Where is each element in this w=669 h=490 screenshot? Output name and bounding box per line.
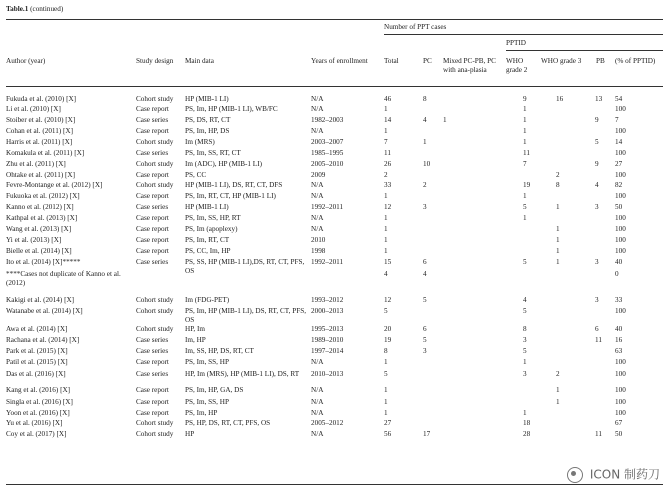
cell-author: Wang et al. (2013) [X]	[6, 225, 72, 233]
cell-pct: 54	[615, 95, 623, 103]
cell-total: 1	[384, 409, 388, 417]
cell-main: HP, Im	[185, 325, 205, 333]
cell-years: 1993–2012	[311, 296, 344, 304]
cell-who2: 1	[523, 138, 527, 146]
cell-author: Ito et al. (2014) [X]*****	[6, 258, 81, 266]
cell-pct: 7	[615, 116, 619, 124]
cell-design: Cohort study	[136, 138, 174, 146]
cell-author: Yoon et al. (2016) [X]	[6, 409, 70, 417]
cell-design: Case report	[136, 358, 169, 366]
cell-pct: 100	[615, 236, 626, 244]
cell-design: Case report	[136, 236, 169, 244]
caption-note: (continued)	[30, 5, 64, 13]
cell-years: 2009	[311, 171, 326, 179]
cell-pct: 33	[615, 296, 623, 304]
cell-main: HP, Im (MRS), HP (MIB-1 LI), DS, RT	[185, 370, 300, 378]
group-rule	[384, 34, 663, 35]
cell-pct: 100	[615, 192, 626, 200]
cell-author: ****Cases not duplicate of Kanno et al. (2012)	[6, 270, 121, 287]
cell-main: PS, Im, SS, HP	[185, 398, 229, 406]
table-row	[0, 370, 669, 379]
cell-years: N/A	[311, 214, 324, 222]
cell-pct: 82	[615, 181, 623, 189]
cell-who2: 4	[523, 296, 527, 304]
cell-pct: 100	[615, 307, 626, 315]
cell-pc: 5	[423, 336, 427, 344]
cell-who3: 1	[556, 258, 560, 266]
cell-who2: 9	[523, 95, 527, 103]
cell-pct: 100	[615, 386, 626, 394]
cell-design: Case series	[136, 336, 169, 344]
cell-pb: 11	[595, 430, 602, 438]
cell-design: Case report	[136, 225, 169, 233]
cell-total: 5	[384, 370, 388, 378]
cell-pc: 10	[423, 160, 431, 168]
cell-main: PS, Im, HP, GA, DS	[185, 386, 244, 394]
cell-main: Im, HP	[185, 336, 206, 344]
cell-author: Li et al. (2010) [X]	[6, 105, 61, 113]
table-row	[0, 149, 669, 158]
cell-pb: 9	[595, 160, 599, 168]
caption-label: Table.1	[6, 5, 29, 13]
cell-pct: 40	[615, 325, 623, 333]
cell-pc: 3	[423, 347, 427, 355]
cell-design: Cohort study	[136, 181, 174, 189]
cell-total: 1	[384, 236, 388, 244]
table-row	[0, 214, 669, 223]
cell-who3: 2	[556, 370, 560, 378]
cell-who3: 1	[556, 203, 560, 211]
table-row	[0, 116, 669, 125]
cell-pct: 100	[615, 247, 626, 255]
table-row	[0, 236, 669, 245]
cell-pb: 4	[595, 181, 599, 189]
wechat-logo-icon	[567, 467, 583, 483]
table-row	[0, 247, 669, 256]
cell-author: Fukuda et al. (2010) [X]	[6, 95, 77, 103]
cell-years: 2005–2010	[311, 160, 344, 168]
cell-total: 1	[384, 105, 388, 113]
cell-mixed: 1	[443, 116, 447, 124]
cell-years: 2000–2013	[311, 307, 344, 315]
table-row	[0, 336, 669, 345]
cell-pct: 100	[615, 225, 626, 233]
cell-author: Kang et al. (2016) [X]	[6, 386, 71, 394]
cell-years: N/A	[311, 358, 324, 366]
table-row	[0, 347, 669, 356]
cell-who3: 16	[556, 95, 564, 103]
cell-design: Case report	[136, 386, 169, 394]
cell-main: HP (MIB-1 LI), DS, RT, CT, DFS	[185, 181, 283, 189]
cell-total: 19	[384, 336, 392, 344]
cell-total: 26	[384, 160, 392, 168]
cell-design: Case series	[136, 370, 169, 378]
cell-years: 1992–2011	[311, 203, 344, 211]
cell-author: Komakula et al. (2011) [X]	[6, 149, 85, 157]
cell-who2: 1	[523, 105, 527, 113]
cell-pct: 100	[615, 214, 626, 222]
table-row	[0, 358, 669, 367]
cell-total: 1	[384, 358, 388, 366]
cell-pct: 16	[615, 336, 623, 344]
cell-main: Im (MRS)	[185, 138, 215, 146]
cell-years: N/A	[311, 225, 324, 233]
cell-who3: 1	[556, 236, 560, 244]
cell-who2: 28	[523, 430, 531, 438]
cell-pc: 5	[423, 296, 427, 304]
cell-author: Stoiber et al. (2010) [X]	[6, 116, 76, 124]
table-row	[0, 192, 669, 201]
cell-main: PS, Im, RT, CT, HP (MIB-1 LI)	[185, 192, 276, 200]
cell-pct: 100	[615, 149, 626, 157]
cell-total: 1	[384, 398, 388, 406]
cell-author: Patil et al. (2015) [X]	[6, 358, 68, 366]
cell-pc: 4	[423, 270, 427, 278]
cell-author: Das et al. (2016) [X]	[6, 370, 66, 378]
cell-design: Case report	[136, 127, 169, 135]
cell-pc: 2	[423, 181, 427, 189]
watermark-text: ICON 制药刀	[589, 467, 660, 482]
cell-pc: 8	[423, 95, 427, 103]
cell-author: Coy et al. (2017) [X]	[6, 430, 67, 438]
header-pptid: PPTID	[506, 39, 526, 47]
cell-years: 1985–1995	[311, 149, 344, 157]
cell-pct: 14	[615, 138, 623, 146]
cell-author: Cohan et al. (2011) [X]	[6, 127, 73, 135]
cell-pct: 0	[615, 270, 619, 278]
table-row	[0, 95, 669, 104]
cell-who2: 5	[523, 347, 527, 355]
cell-total: 56	[384, 430, 392, 438]
cell-author: Rachana et al. (2014) [X]	[6, 336, 80, 344]
cell-who2: 5	[523, 203, 527, 211]
cell-who3: 1	[556, 247, 560, 255]
cell-total: 1	[384, 192, 388, 200]
header-pc: PC	[423, 57, 432, 65]
table-row	[0, 270, 669, 287]
cell-pb: 6	[595, 325, 599, 333]
cell-total: 1	[384, 386, 388, 394]
cell-design: Case report	[136, 247, 169, 255]
cell-years: N/A	[311, 181, 324, 189]
cell-main: PS, CC, Im, HP	[185, 247, 231, 255]
cell-design: Case series	[136, 347, 169, 355]
cell-pct: 100	[615, 171, 626, 179]
cell-author: Yi et al. (2013) [X]	[6, 236, 62, 244]
table-row	[0, 181, 669, 190]
cell-design: Case series	[136, 149, 169, 157]
cell-main: PS, SS, HP (MIB-1 LI),DS, RT, CT, PFS, OS	[185, 258, 305, 275]
cell-who2: 3	[523, 336, 527, 344]
cell-pct: 100	[615, 370, 626, 378]
cell-author: Harris et al. (2011) [X]	[6, 138, 73, 146]
cell-design: Case report	[136, 409, 169, 417]
cell-total: 8	[384, 347, 388, 355]
table-caption	[6, 6, 63, 13]
cell-total: 20	[384, 325, 392, 333]
header-design: Study design	[136, 57, 174, 65]
cell-who2: 19	[523, 181, 531, 189]
cell-design: Case report	[136, 214, 169, 222]
watermark	[564, 466, 663, 484]
cell-pb: 3	[595, 203, 599, 211]
cell-main: PS, Im, HP (MIB-1 LI), WB/FC	[185, 105, 278, 113]
cell-years: N/A	[311, 386, 324, 394]
table-row	[0, 409, 669, 418]
header-group: Number of PPT cases	[384, 23, 447, 31]
cell-pb: 3	[595, 258, 599, 266]
cell-who2: 5	[523, 258, 527, 266]
cell-years: N/A	[311, 398, 324, 406]
cell-author: Awa et al. (2014) [X]	[6, 325, 68, 333]
cell-main: HP (MIB-1 LI)	[185, 95, 229, 103]
cell-author: Fevre-Montange et al. (2012) [X]	[6, 181, 103, 189]
header-pct: (% of PPTID)	[615, 57, 656, 65]
cell-who2: 11	[523, 149, 530, 157]
cell-who3: 1	[556, 398, 560, 406]
cell-author: Ohtake et al. (2011) [X]	[6, 171, 75, 179]
cell-pb: 9	[595, 116, 599, 124]
header-pb: PB	[596, 57, 605, 65]
cell-main: PS, HP, DS, RT, CT, PFS, OS	[185, 419, 271, 427]
table-row	[0, 258, 669, 275]
cell-design: Case series	[136, 258, 169, 266]
header-who2: WHO grade 2	[506, 57, 528, 74]
cell-pct: 63	[615, 347, 623, 355]
cell-total: 1	[384, 247, 388, 255]
cell-main: PS, Im (apoplexy)	[185, 225, 238, 233]
cell-total: 5	[384, 307, 388, 315]
cell-design: Cohort study	[136, 95, 174, 103]
table-row	[0, 203, 669, 212]
cell-design: Case report	[136, 398, 169, 406]
cell-total: 12	[384, 296, 392, 304]
cell-main: PS, Im, RT, CT	[185, 236, 230, 244]
cell-main: HP	[185, 430, 195, 438]
cell-who3: 1	[556, 386, 560, 394]
cell-pc: 1	[423, 138, 427, 146]
cell-years: 1998	[311, 247, 326, 255]
table-row	[0, 325, 669, 334]
header-mixed: Mixed PC-PB, PC with ana-plasia	[443, 57, 496, 74]
cell-author: Park et al. (2015) [X]	[6, 347, 68, 355]
cell-who2: 1	[523, 127, 527, 135]
cell-author: Yu et al. (2016) [X]	[6, 419, 63, 427]
pptid-rule	[506, 50, 663, 51]
cell-pc: 6	[423, 325, 427, 333]
cell-author: Zhu et al. (2011) [X]	[6, 160, 66, 168]
table-row	[0, 138, 669, 147]
cell-main: Im, SS, HP, DS, RT, CT	[185, 347, 254, 355]
cell-pb: 3	[595, 296, 599, 304]
cell-years: 2010	[311, 236, 326, 244]
cell-design: Cohort study	[136, 325, 174, 333]
cell-design: Case report	[136, 105, 169, 113]
cell-main: PS, CC	[185, 171, 207, 179]
cell-pct: 100	[615, 409, 626, 417]
cell-years: N/A	[311, 409, 324, 417]
cell-main: PS, DS, RT, CT	[185, 116, 231, 124]
cell-pct: 100	[615, 398, 626, 406]
cell-total: 15	[384, 258, 392, 266]
cell-who2: 7	[523, 160, 527, 168]
cell-design: Cohort study	[136, 296, 174, 304]
header-author: Author (year)	[6, 57, 46, 65]
header-main: Main data	[185, 57, 214, 65]
table-row	[0, 105, 669, 114]
cell-years: 1992–2011	[311, 258, 344, 266]
table-row	[0, 127, 669, 136]
cell-who3: 8	[556, 181, 560, 189]
cell-pc: 4	[423, 116, 427, 124]
cell-total: 11	[384, 149, 391, 157]
table-row	[0, 225, 669, 234]
cell-who2: 1	[523, 409, 527, 417]
cell-who3: 2	[556, 171, 560, 179]
table-row	[0, 398, 669, 407]
cell-main: PS, Im, SS, HP	[185, 358, 229, 366]
cell-design: Case report	[136, 171, 169, 179]
cell-pb: 5	[595, 138, 599, 146]
cell-total: 46	[384, 95, 392, 103]
cell-author: Kanno et al. (2012) [X]	[6, 203, 74, 211]
cell-who2: 8	[523, 325, 527, 333]
cell-pct: 50	[615, 430, 623, 438]
cell-author: Bielle et al. (2014) [X]	[6, 247, 72, 255]
cell-who2: 18	[523, 419, 531, 427]
cell-total: 12	[384, 203, 392, 211]
cell-total: 1	[384, 225, 388, 233]
cell-total: 1	[384, 214, 388, 222]
cell-author: Kathpal et al. (2013) [X]	[6, 214, 78, 222]
cell-total: 1	[384, 127, 388, 135]
cell-design: Cohort study	[136, 307, 174, 315]
cell-pc: 3	[423, 203, 427, 211]
cell-who2: 1	[523, 214, 527, 222]
cell-author: Fukuoka et al. (2012) [X]	[6, 192, 80, 200]
cell-pct: 67	[615, 419, 623, 427]
header-rule	[6, 86, 663, 87]
cell-main: PS, Im, HP, DS	[185, 127, 230, 135]
cell-pct: 50	[615, 203, 623, 211]
cell-design: Cohort study	[136, 419, 174, 427]
cell-total: 14	[384, 116, 392, 124]
table-row	[0, 419, 669, 428]
cell-author: Watanabe et al. (2014) [X]	[6, 307, 83, 315]
cell-years: 2005–2012	[311, 419, 344, 427]
cell-years: 1997–2014	[311, 347, 344, 355]
cell-pct: 100	[615, 127, 626, 135]
cell-who2: 1	[523, 116, 527, 124]
cell-years: 1995–2013	[311, 325, 344, 333]
table-row	[0, 307, 669, 324]
cell-years: N/A	[311, 192, 324, 200]
cell-years: 1982–2003	[311, 116, 344, 124]
cell-who2: 1	[523, 358, 527, 366]
cell-years: 1989–2010	[311, 336, 344, 344]
cell-total: 27	[384, 419, 392, 427]
cell-years: 2010–2013	[311, 370, 344, 378]
cell-design: Cohort study	[136, 160, 174, 168]
table-row	[0, 386, 669, 395]
header-who3: WHO grade 3	[541, 57, 582, 65]
cell-years: 2003–2007	[311, 138, 344, 146]
cell-who3: 1	[556, 225, 560, 233]
cell-main: Im (FDG-PET)	[185, 296, 230, 304]
cell-years: N/A	[311, 127, 324, 135]
table-row	[0, 171, 669, 180]
cell-total: 33	[384, 181, 392, 189]
table-row	[0, 160, 669, 169]
cell-pct: 40	[615, 258, 623, 266]
header-total: Total	[384, 57, 399, 65]
cell-who2: 5	[523, 307, 527, 315]
cell-years: N/A	[311, 95, 324, 103]
cell-years: N/A	[311, 430, 324, 438]
cell-design: Cohort study	[136, 430, 174, 438]
cell-main: Im (ADC), HP (MIB-1 LI)	[185, 160, 262, 168]
cell-pc: 6	[423, 258, 427, 266]
cell-total: 2	[384, 171, 388, 179]
table-row	[0, 296, 669, 305]
cell-design: Case series	[136, 203, 169, 211]
cell-main: HP (MIB-1 LI)	[185, 203, 229, 211]
cell-pb: 11	[595, 336, 602, 344]
cell-main: PS, Im, SS, HP, RT	[185, 214, 241, 222]
cell-main: PS, Im, HP	[185, 409, 218, 417]
cell-who2: 1	[523, 192, 527, 200]
cell-pb: 13	[595, 95, 603, 103]
cell-design: Case series	[136, 116, 169, 124]
cell-pc: 17	[423, 430, 431, 438]
cell-author: Singla et al. (2016) [X]	[6, 398, 73, 406]
cell-years: N/A	[311, 105, 324, 113]
bottom-rule	[6, 484, 663, 485]
cell-total: 4	[384, 270, 388, 278]
cell-pct: 27	[615, 160, 623, 168]
cell-main: PS, Im, HP (MIB-1 LI), DS, RT, CT, PFS, OS	[185, 307, 307, 324]
cell-who2: 3	[523, 370, 527, 378]
cell-author: Kakigi et al. (2014) [X]	[6, 296, 75, 304]
cell-design: Case report	[136, 192, 169, 200]
cell-main: PS, Im, SS, RT, CT	[185, 149, 241, 157]
cell-pct: 100	[615, 105, 626, 113]
top-rule	[6, 19, 663, 20]
table-row	[0, 430, 669, 439]
cell-total: 7	[384, 138, 388, 146]
cell-pct: 100	[615, 358, 626, 366]
header-years: Years of enrollment	[311, 57, 368, 65]
